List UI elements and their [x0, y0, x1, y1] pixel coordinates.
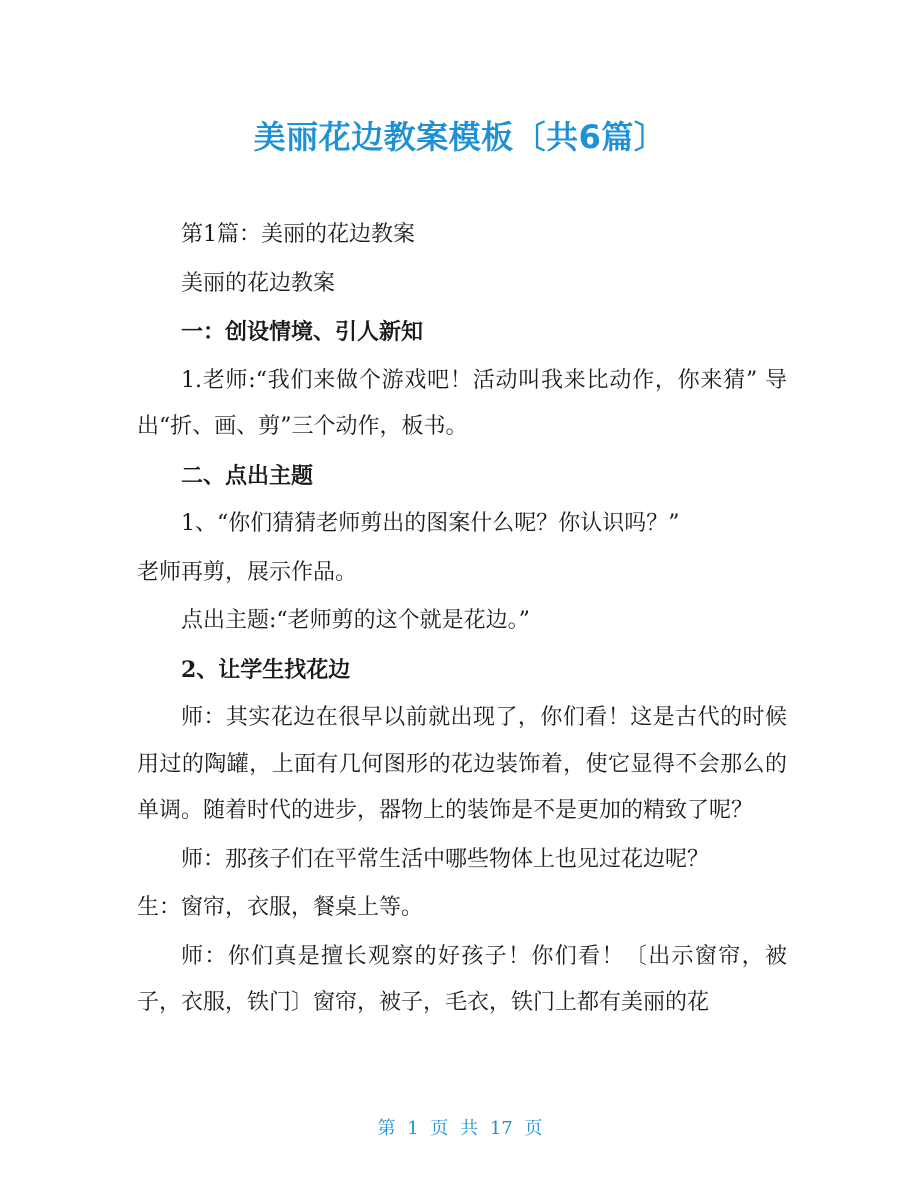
document-body [137, 212, 787, 1029]
paragraph: 点出主题:“老师剪的这个就是花边。” [181, 608, 530, 633]
paragraph: 生：窗帘，衣服，餐桌上等。 [137, 895, 424, 920]
section-heading-3: 2、让学生找花边 [181, 656, 351, 683]
paragraph: 师：你们真是擅长观察的好孩子！你们看！〔出示窗帘，被子，衣服，铁门〕窗帘，被子，毛衣，铁门上都有美丽的花 [137, 943, 787, 1015]
paragraph: 师：那孩子们在平常生活中哪些物体上也见过花边呢？ [181, 846, 710, 872]
paragraph-subtitle: 美丽的花边教案 [181, 270, 336, 296]
document-title: 美丽花边教案模板〔共6篇〕 [253, 118, 667, 156]
paragraph: 老师再剪，展示作品。 [137, 559, 358, 585]
section-heading-1: 一：创设情境、引人新知 [181, 319, 424, 345]
paragraph: 1.老师:“我们来做个游戏吧！活动叫我来比动作，你来猜” 导出“折、画、剪”三个动作，板书。 [137, 367, 787, 439]
paragraph-chapter-heading: 第1篇：美丽的花边教案 [181, 222, 415, 247]
paragraph: 1、“你们猜猜老师剪出的图案什么呢？你认识吗？” [181, 511, 680, 536]
page-footer: 第 1 页 共 17 页 [377, 1118, 543, 1139]
paragraph: 师：其实花边在很早以前就出现了，你们看！这是古代的时候用过的陶罐，上面有几何图形的花边装饰着，使它显得不会那么的单调。随着时代的进步，器物上的装饰是不是更加的精致了呢？ [137, 705, 787, 823]
section-heading-2: 二、点出主题 [181, 462, 314, 489]
